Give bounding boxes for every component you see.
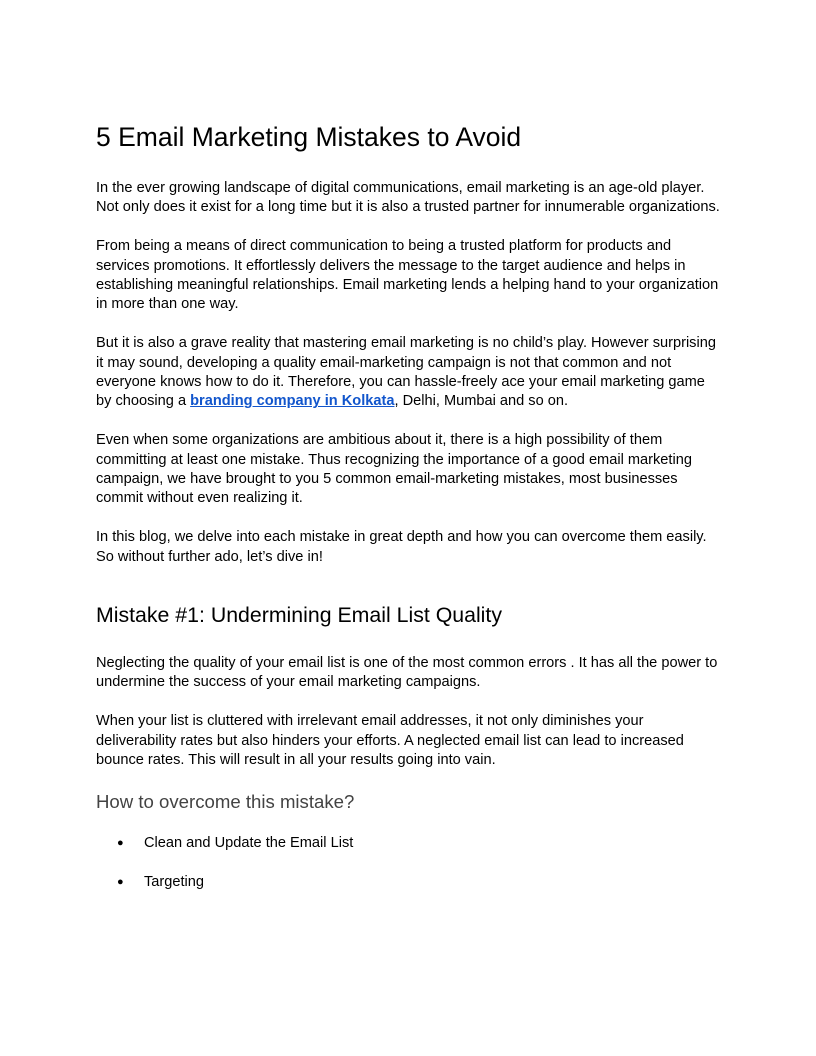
link-paragraph-before: But it is also a grave reality that mastering email marketing is no child’s play. However surprising it may sound, developing a quality email-marketing campaign is not that common and not everyone knows how to do it. Therefore, you can hassle-freely ace your email marketing game by choosing a — [96, 335, 716, 410]
list-item-text: Clean and Update the Email List — [144, 835, 354, 852]
section-paragraph: Neglecting the quality of your email list is one of the most common errors . It has all the power to undermine the success of your email marketing campaigns. — [96, 655, 718, 691]
document-page — [96, 120, 720, 912]
list-item-text: Targeting — [144, 874, 205, 891]
list-item — [96, 834, 720, 853]
body-paragraph: In this blog, we delve into each mistake in great depth and how you can overcome them easily. So without further ado, let’s dive in! — [96, 529, 707, 565]
document-title: 5 Email Marketing Mistakes to Avoid — [96, 122, 522, 152]
section-heading: Mistake #1: Undermining Email List Quality — [96, 603, 502, 628]
intro-paragraph: From being a means of direct communication to being a trusted platform for products and services promotions. It effortlessly delivers the message to the target audience and helps in establishing meaningful relationships. Email marketing lends a helping hand to your organization in more than one way. — [96, 238, 719, 313]
link-paragraph-after: , Delhi, Mumbai and so on. — [394, 393, 569, 410]
section-paragraph: When your list is cluttered with irrelevant email addresses, it not only diminishes your deliverability rates but also hinders your efforts. A neglected email list can lead to increased bounce rates. This will result in all your results going into vain. — [96, 713, 684, 769]
overcome-list — [96, 834, 720, 892]
body-paragraph: Even when some organizations are ambitious about it, there is a high possibility of them committing at least one mistake. Thus recognizing the importance of a good email marketing campaign, we have brought to you 5 common email-marketing mistakes, most businesses commit without even realizing it. — [96, 432, 692, 507]
bullet-icon: ● — [117, 876, 124, 889]
section-subheading: How to overcome this mistake? — [96, 791, 355, 813]
link-paragraph — [96, 334, 720, 412]
bullet-icon: ● — [117, 837, 124, 850]
intro-paragraph: In the ever growing landscape of digital communications, email marketing is an age-old player. Not only does it exist for a long time but it is also a trusted partner for innumerable organizations. — [96, 180, 720, 216]
list-item — [96, 873, 720, 892]
branding-company-link[interactable]: branding company in Kolkata — [190, 393, 395, 410]
